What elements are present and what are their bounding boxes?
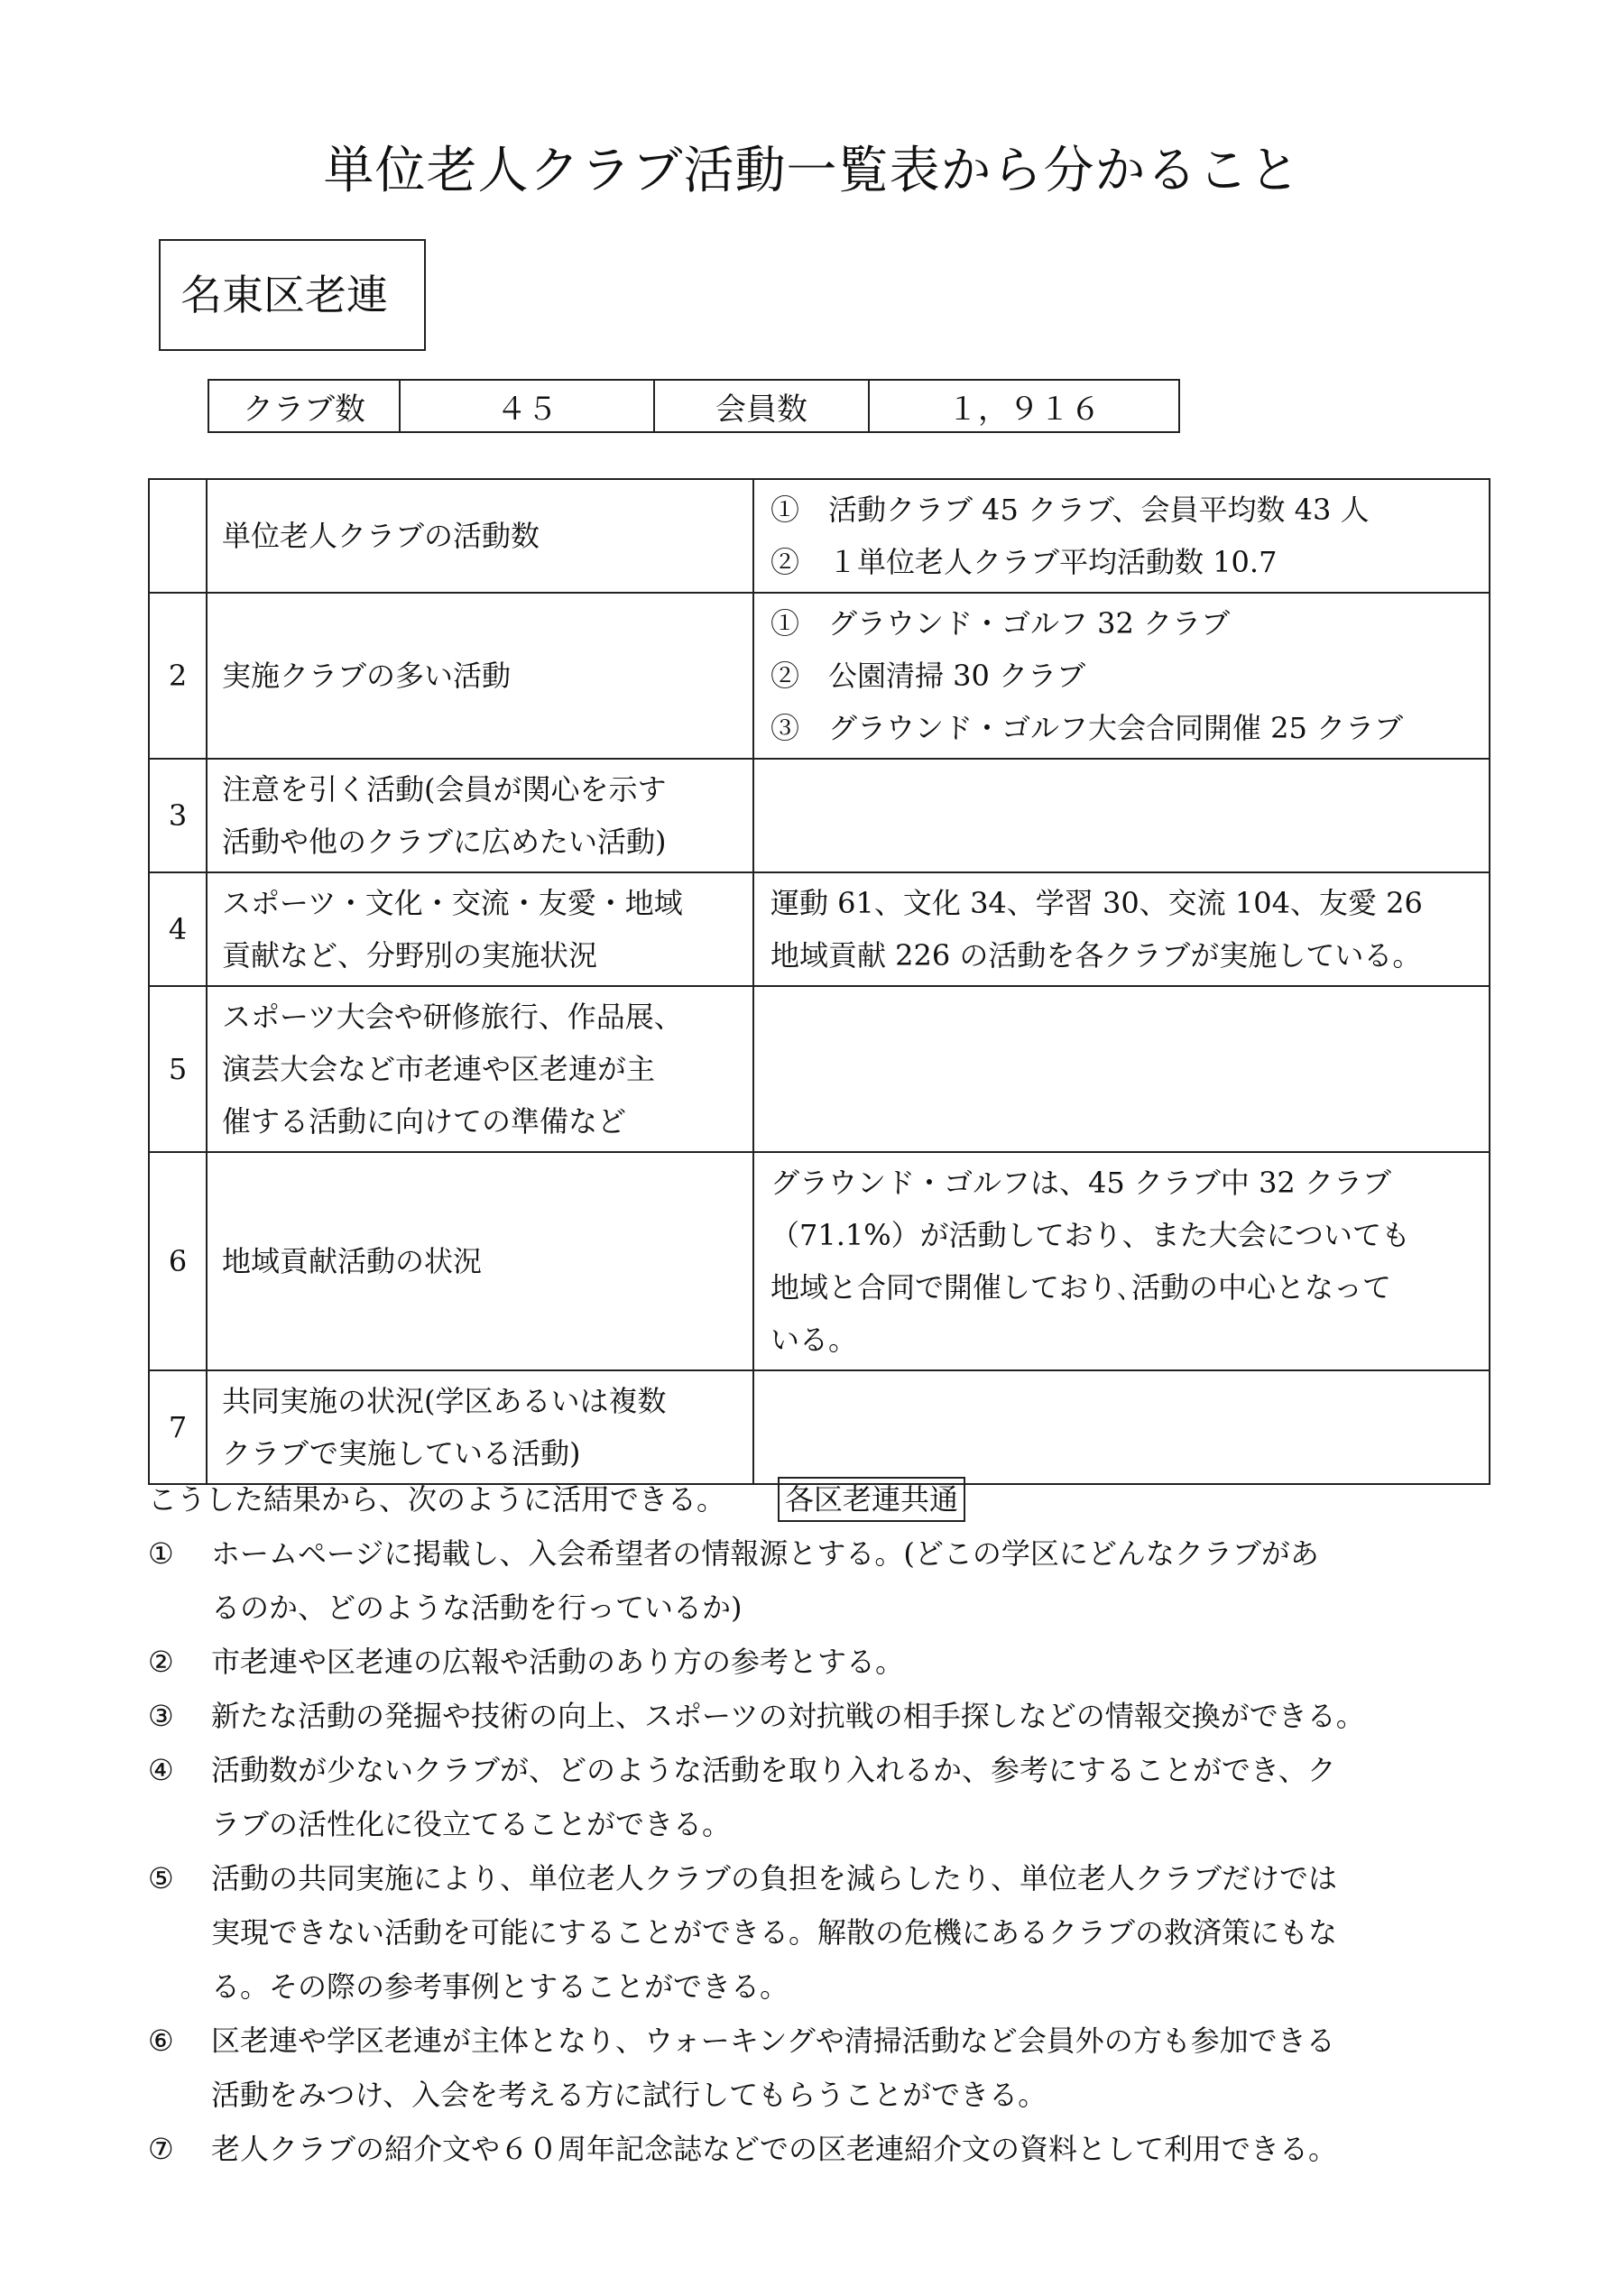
table-row <box>149 986 1490 1152</box>
row-label <box>207 872 753 986</box>
row-number: 2 <box>149 593 207 759</box>
row-description <box>753 479 1490 593</box>
table-row <box>149 872 1490 986</box>
list-item <box>148 1635 1501 1689</box>
description-line: グラウンド・ゴルフは、45 クラブ中 32 クラブ <box>770 1166 1391 1200</box>
list-item <box>148 1526 1501 1635</box>
table-row <box>149 593 1490 759</box>
list-item-line: 老人クラブの紹介文や６０周年記念誌などでの区老連紹介文の資料として利用できる。 <box>211 2132 1338 2166</box>
list-item-line: 実現できない活動を可能にすることができる。解散の危機にあるクラブの救済策にもな <box>211 1915 1338 1950</box>
description-line: ① グラウンド・ゴルフ 32 クラブ <box>770 606 1231 641</box>
label-line: 単位老人クラブの活動数 <box>222 519 540 553</box>
label-line: クラブで実施している活動) <box>222 1436 581 1471</box>
row-description <box>753 986 1490 1152</box>
list-item <box>148 2122 1501 2176</box>
description-line: ② 公園清掃 30 クラブ <box>770 659 1086 693</box>
stats-table <box>208 379 1180 433</box>
list-item <box>148 1743 1501 1851</box>
list-item-marker: ③ <box>148 1699 174 1733</box>
list-item-line: るのか、どのような活動を行っているか) <box>211 1591 743 1625</box>
description-line: 地域と合同で開催しており､活動の中心となって <box>770 1270 1392 1305</box>
list-item-line: 新たな活動の発掘や技術の向上、スポーツの対抗戦の相手探しなどの情報交換ができる。 <box>211 1699 1365 1733</box>
label-line: 注意を引く活動(会員が関心を示す <box>222 772 667 807</box>
page-title: 単位老人クラブ活動一覧表から分かること <box>323 142 1301 200</box>
list-item-line: 活動をみつけ、入会を考える方に試行してもらうことができる。 <box>211 2078 1047 2112</box>
description-line: （71.1%）が活動しており、また大会についても <box>770 1218 1411 1252</box>
activity-table <box>148 478 1490 1485</box>
list-item-line: 活動数が少ないクラブが、どのような活動を取り入れるか、参考にすることができ、ク <box>211 1753 1336 1787</box>
list-item-line: 市老連や区老連の広報や活動のあり方の参考とする。 <box>211 1645 905 1679</box>
row-label <box>207 1370 753 1484</box>
description-line: ③ グラウンド・ゴルフ大会合同開催 25 クラブ <box>770 711 1404 745</box>
list-item-line: 活動の共同実施により、単位老人クラブの負担を減らしたり、単位老人クラブだけでは <box>211 1861 1338 1895</box>
label-line: スポーツ・文化・交流・友愛・地域 <box>222 886 683 920</box>
table-row <box>149 1152 1490 1370</box>
label-line: スポーツ大会や研修旅行、作品展、 <box>222 1000 683 1034</box>
clubs-value: ４５ <box>400 380 654 432</box>
summary-section <box>148 1472 1501 2176</box>
row-label <box>207 1152 753 1370</box>
row-label <box>207 479 753 593</box>
label-line: 活動や他のクラブに広めたい活動) <box>222 825 667 859</box>
table-row <box>149 479 1490 593</box>
label-line: 共同実施の状況(学区あるいは複数 <box>222 1384 667 1418</box>
label-line: 演芸大会など市老連や区老連が主 <box>222 1052 656 1086</box>
description-line: ① 活動クラブ 45 クラブ、会員平均数 43 人 <box>770 493 1370 527</box>
row-number: 7 <box>149 1370 207 1484</box>
list-item-line: ホームページに掲載し、入会希望者の情報源とする。(どこの学区にどんなクラブがあ <box>211 1536 1319 1571</box>
common-label-box: 各区老連共通 <box>778 1477 965 1522</box>
row-number <box>149 479 207 593</box>
list-item-marker: ⑥ <box>148 2024 174 2058</box>
list-item-marker: ⑦ <box>148 2132 174 2166</box>
summary-list <box>148 1526 1501 2176</box>
row-number: 4 <box>149 872 207 986</box>
list-item-marker: ④ <box>148 1753 174 1787</box>
label-line: 地域貢献活動の状況 <box>222 1244 483 1278</box>
list-item-marker: ① <box>148 1536 174 1571</box>
list-item-marker: ⑤ <box>148 1861 174 1895</box>
org-name-box: 名東区老連 <box>159 239 426 351</box>
description-line: ② １単位老人クラブ平均活動数 10.7 <box>770 545 1278 579</box>
row-label <box>207 759 753 872</box>
table-row <box>149 759 1490 872</box>
list-item-line: る。その際の参考事例とすることができる。 <box>211 1969 789 2004</box>
members-label: 会員数 <box>654 380 869 432</box>
row-description <box>753 1152 1490 1370</box>
list-item-line: 区老連や学区老連が主体となり、ウォーキングや清掃活動など会員外の方も参加できる <box>211 2024 1335 2058</box>
list-item <box>148 1689 1501 1743</box>
row-number: 3 <box>149 759 207 872</box>
list-item-marker: ② <box>148 1645 174 1679</box>
row-description <box>753 872 1490 986</box>
label-line: 催する活動に向けての準備など <box>222 1104 627 1139</box>
row-label <box>207 593 753 759</box>
list-item <box>148 2014 1501 2122</box>
row-description <box>753 759 1490 872</box>
description-line: いる。 <box>770 1323 858 1357</box>
members-value: １，９１６ <box>869 380 1179 432</box>
row-number: 6 <box>149 1152 207 1370</box>
summary-intro: こうした結果から、次のように活用できる。 <box>148 1482 726 1517</box>
list-item-line: ラブの活性化に役立てることができる。 <box>211 1807 732 1841</box>
label-line: 貢献など、分野別の実施状況 <box>222 938 598 973</box>
description-line: 地域貢献 226 の活動を各クラブが実施している。 <box>770 938 1422 973</box>
table-row <box>149 1370 1490 1484</box>
clubs-label: クラブ数 <box>208 380 400 432</box>
summary-intro-line <box>148 1472 1501 1526</box>
row-label <box>207 986 753 1152</box>
row-description <box>753 1370 1490 1484</box>
description-line: 運動 61、文化 34、学習 30、交流 104、友愛 26 <box>770 886 1423 920</box>
row-number: 5 <box>149 986 207 1152</box>
list-item <box>148 1851 1501 2014</box>
row-description <box>753 593 1490 759</box>
label-line: 実施クラブの多い活動 <box>222 659 512 693</box>
